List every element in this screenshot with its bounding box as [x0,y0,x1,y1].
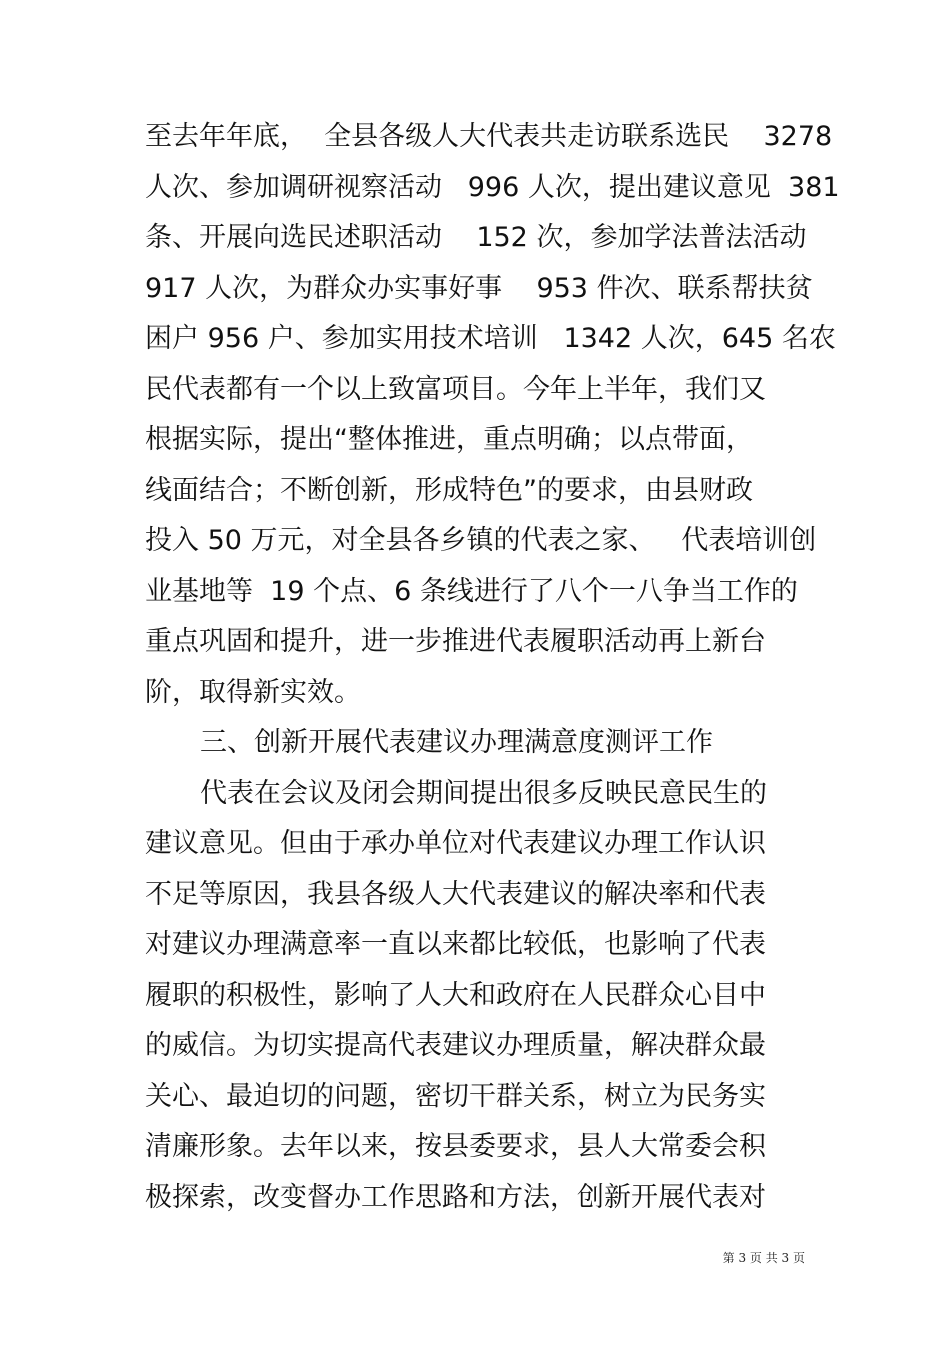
text-line: 民代表都有一个以上致富项目。今年上半年，我们又 [145,373,766,405]
text-line: 业基地等 19 个点、6 条线进行了八个一八争当工作的 [145,575,798,607]
text-line: 至去年年底， 全县各级人大代表共走访联系选民 3278 [145,121,833,152]
text-line: 清廉形象。去年以来，按县委要求，县人大常委会积 [145,1131,766,1162]
text-line: 人次、参加调研视察活动 996 人次，提出建议意见 381 [145,171,840,203]
text-line: 履职的积极性，影响了人大和政府在人民群众心目中 [145,979,766,1011]
text-line: 重点巩固和提升，进一步推进代表履职活动再上新台 [145,626,766,657]
text-line: 线面结合；不断创新，形成特色”的要求，由县财政 [145,474,753,506]
text-line: 极探索，改变督办工作思路和方法，创新开展代表对 [145,1181,766,1213]
text-line: 建议意见。但由于承办单位对代表建议办理工作认识 [145,828,766,859]
section-heading: 三、创新开展代表建议办理满意度测评工作 [200,727,713,758]
text-line: 代表在会议及闭会期间提出很多反映民意民生的 [200,777,767,809]
text-line: 关心、最迫切的问题，密切干群关系，树立为民务实 [145,1080,766,1112]
text-line: 917 人次，为群众办实事好事 953 件次、联系帮扶贫 [145,272,813,304]
text-line: 条、开展向选民述职活动 152 次，参加学法普法活动 [145,222,807,253]
text-line: 投入 50 万元，对全县各乡镇的代表之家、 代表培训创 [145,525,817,556]
text-line: 根据实际，提出“整体推进，重点明确；以点带面， [145,424,753,455]
text-line: 不足等原因，我县各级人大代表建议的解决率和代表 [145,878,766,910]
page-number: 第 3 页 共 3 页 [722,1251,805,1265]
text-line: 的威信。为切实提高代表建议办理质量，解决群众最 [145,1030,766,1061]
text-line: 困户 956 户、参加实用技术培训 1342 人次，645 名农 [145,323,836,354]
text-line: 对建议办理满意率一直以来都比较低，也影响了代表 [145,929,766,960]
text-line: 阶，取得新实效。 [145,676,361,708]
